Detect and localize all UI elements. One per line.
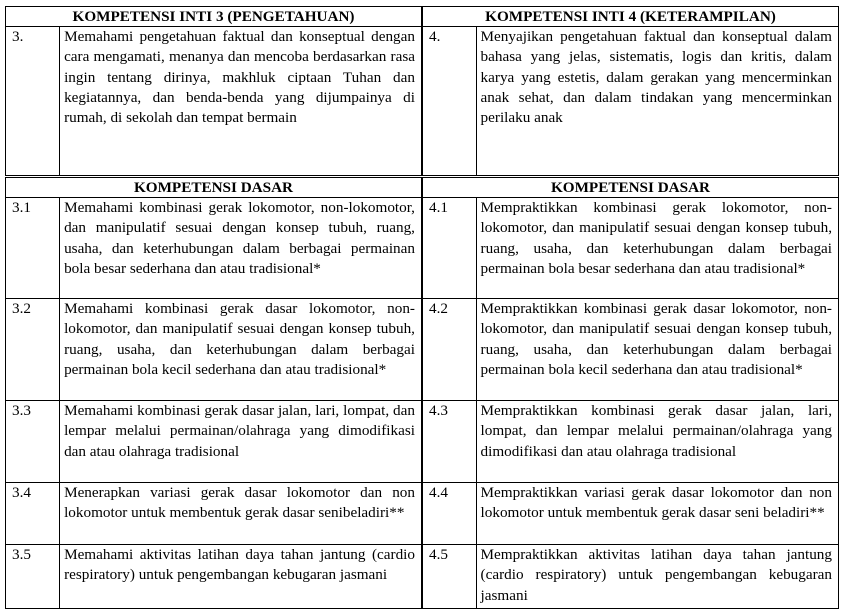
kd-number: 4.4 [422, 483, 476, 545]
kd-number: 4.1 [422, 198, 476, 299]
kd-text: Memahami aktivitas latihan daya tahan jantung (cardio respiratory) untuk pengembangan kebugaran jasmani [60, 545, 422, 609]
kd-left-header: KOMPETENSI DASAR [6, 178, 422, 198]
kd-text: Mempraktikkan kombinasi gerak lokomotor, non-lokomotor, dan manipulatif sesuai dengan konsep tubuh, ruang, usaha, dan keterhubungan dalam berbagai permainan bola besar sederhana dan atau tradisional* [476, 198, 838, 299]
kd-text: Mempraktikkan kombinasi gerak dasar jalan, lari, lompat, dan lempar melalui permainan/olahraga yang dimodifikasi dan atau olahraga tradisional [476, 401, 838, 483]
kd-text: Memahami kombinasi gerak lokomotor, non-lokomotor, dan manipulatif sesuai dengan konsep tubuh, ruang, usaha, dan keterhubungan dalam berbagai permainan bola besar sederhana dan atau tradisional* [60, 198, 422, 299]
kd-number: 4.2 [422, 299, 476, 401]
ki4-header: KOMPETENSI INTI 4 (KETERAMPILAN) [422, 7, 839, 27]
kd-right-header: KOMPETENSI DASAR [422, 178, 839, 198]
kd-number: 3.1 [6, 198, 60, 299]
kompetensi-dasar-table [5, 177, 839, 609]
kd-number: 3.3 [6, 401, 60, 483]
kd-number: 3.4 [6, 483, 60, 545]
kd-text: Mempraktikkan aktivitas latihan daya tahan jantung (cardio respiratory) untuk pengembangan kebugaran jasmani [476, 545, 838, 609]
ki3-header: KOMPETENSI INTI 3 (PENGETAHUAN) [6, 7, 422, 27]
kd-text: Mempraktikkan variasi gerak dasar lokomotor dan non lokomotor untuk membentuk gerak dasar seni beladiri** [476, 483, 838, 545]
kd-number: 4.5 [422, 545, 476, 609]
kompetensi-inti-table [5, 6, 839, 176]
ki3-text: Memahami pengetahuan faktual dan konseptual dengan cara mengamati, menanya dan mencoba berdasarkan rasa ingin tentang dirinya, makhluk ciptaan Tuhan dan kegiatannya, dan benda-benda yang dijumpainya di rumah, di sekolah dan tempat bermain [60, 27, 422, 176]
ki3-number: 3. [6, 27, 60, 176]
table-row [6, 299, 839, 401]
table-row [6, 401, 839, 483]
table-row [6, 198, 839, 299]
kd-text: Menerapkan variasi gerak dasar lokomotor dan non lokomotor untuk membentuk gerak dasar senibeladiri** [60, 483, 422, 545]
table-row [6, 545, 839, 609]
kd-number: 3.2 [6, 299, 60, 401]
kd-number: 4.3 [422, 401, 476, 483]
ki4-text: Menyajikan pengetahuan faktual dan konseptual dalam bahasa yang jelas, sistematis, logis dan kritis, dalam karya yang estetis, dalam gerakan yang mencerminkan anak sehat, dan dalam tindakan yang mencerminkan perilaku anak [476, 27, 838, 176]
table-row [6, 27, 839, 176]
header-row [6, 7, 839, 27]
kd-number: 3.5 [6, 545, 60, 609]
kd-text: Memahami kombinasi gerak dasar lokomotor, non-lokomotor, dan manipulatif sesuai dengan konsep tubuh, ruang, usaha, dan keterhubungan dalam berbagai permainan bola kecil sederhana dan atau tradisional* [60, 299, 422, 401]
kd-text: Memahami kombinasi gerak dasar jalan, lari, lompat, dan lempar melalui permainan/olahraga yang dimodifikasi dan atau olahraga tradisional [60, 401, 422, 483]
ki4-number: 4. [422, 27, 476, 176]
header-row [6, 178, 839, 198]
kd-text: Mempraktikkan kombinasi gerak dasar lokomotor, non-lokomotor, dan manipulatif sesuai dengan konsep tubuh, ruang, usaha, dan keterhubungan dalam berbagai permainan bola kecil sederhana dan atau tradisional* [476, 299, 838, 401]
table-row [6, 483, 839, 545]
